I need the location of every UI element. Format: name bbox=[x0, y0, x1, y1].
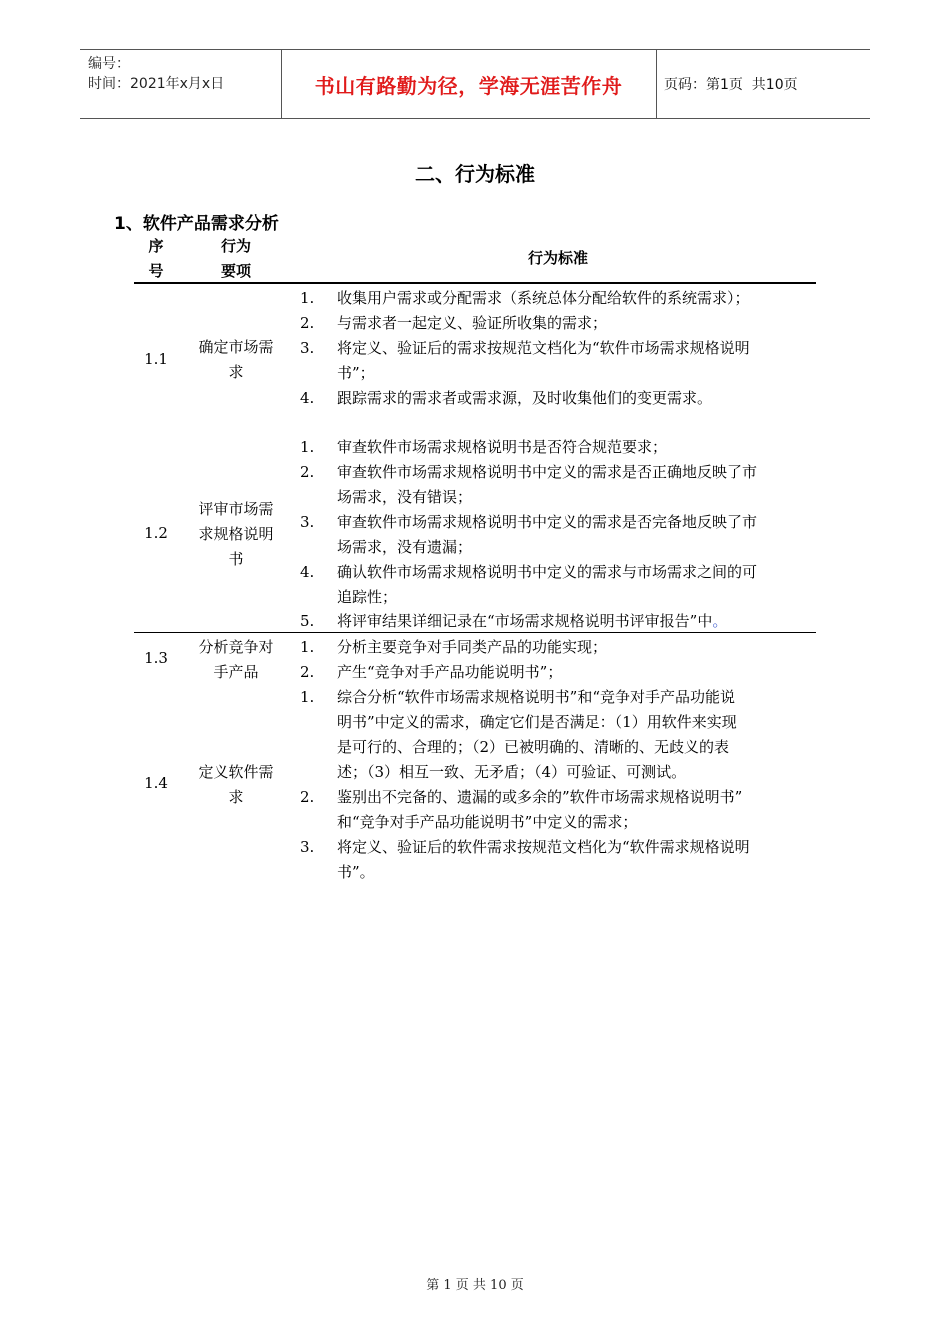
page-header bbox=[80, 49, 870, 119]
col-header-seq-line1: 序 bbox=[148, 237, 164, 255]
list-item bbox=[300, 435, 820, 460]
header-meta bbox=[88, 54, 278, 94]
table-header-rule bbox=[134, 282, 816, 284]
item-text: 将定义、验证后的需求按规范文档化为“软件市场需求规格说明 bbox=[337, 339, 750, 357]
row-behavior-item bbox=[188, 497, 284, 572]
row-behavior-line: 确定市场需 bbox=[198, 338, 274, 356]
item-number: 2. bbox=[300, 314, 315, 332]
row-behavior-line: 求规格说明 bbox=[198, 525, 274, 543]
list-item bbox=[300, 785, 820, 835]
row-behavior-item bbox=[188, 335, 284, 385]
header-motto: 书山有路勤为径，学海无涯苦作舟 bbox=[314, 73, 623, 98]
header-page-info bbox=[664, 50, 798, 118]
item-text: 综合分析“软件市场需求规格说明书”和“竞争对手产品功能说 bbox=[337, 688, 736, 706]
page-footer: 第 1 页 共 10 页 bbox=[426, 1278, 524, 1293]
row-number: 1.3 bbox=[144, 649, 168, 667]
time-label: 时间：2021年x月x日 bbox=[88, 76, 225, 92]
row-number: 1.2 bbox=[144, 524, 168, 542]
list-item bbox=[300, 510, 820, 560]
header-divider bbox=[656, 50, 657, 118]
item-number: 2. bbox=[300, 788, 315, 806]
row-behavior-line: 分析竞争对 bbox=[198, 638, 274, 656]
item-text: 明书”中定义的需求，确定它们是否满足：（1）用软件来实现 bbox=[337, 713, 737, 731]
item-text: 书”； bbox=[337, 364, 375, 382]
item-text: 追踪性； bbox=[337, 588, 398, 606]
item-number: 4. bbox=[300, 563, 315, 581]
row-behavior-line: 书 bbox=[228, 550, 244, 568]
item-number: 5. bbox=[300, 612, 315, 630]
item-text: 分析主要竞争对手同类产品的功能实现； bbox=[337, 638, 608, 656]
item-text-main: 将评审结果详细记录在“市场需求规格说明书评审报告”中 bbox=[337, 612, 713, 630]
item-number: 3. bbox=[300, 513, 315, 531]
serial-label: 编号： bbox=[88, 56, 130, 72]
section-title: 1、软件产品需求分析 bbox=[114, 214, 279, 234]
item-text: 和“竞争对手产品功能说明书”中定义的需求； bbox=[337, 813, 638, 831]
item-number: 1. bbox=[300, 688, 315, 706]
col-header-standard: 行为标准 bbox=[527, 249, 588, 267]
row-number: 1.1 bbox=[144, 350, 168, 368]
item-text: 鉴别出不完备的、遗漏的或多余的”软件市场需求规格说明书” bbox=[337, 788, 743, 806]
item-text: 与需求者一起定义、验证所收集的需求； bbox=[337, 314, 608, 332]
list-item bbox=[300, 660, 820, 685]
col-header-item bbox=[188, 234, 284, 284]
list-item bbox=[300, 336, 820, 386]
item-text-tail: 。 bbox=[712, 612, 728, 630]
list-item bbox=[300, 311, 820, 336]
list-item bbox=[300, 560, 820, 610]
list-item bbox=[300, 609, 820, 634]
list-item bbox=[300, 685, 820, 785]
item-text: 场需求，没有遗漏； bbox=[337, 538, 473, 556]
item-number: 2. bbox=[300, 463, 315, 481]
list-item bbox=[300, 635, 820, 660]
item-text: 确认软件市场需求规格说明书中定义的需求与市场需求之间的可 bbox=[337, 563, 758, 581]
list-item bbox=[300, 460, 820, 510]
item-number: 3. bbox=[300, 838, 315, 856]
page-info-text: 页码：第1页 共10页 bbox=[664, 77, 798, 93]
item-text: 述；（3）相互一致、无矛盾；（4）可验证、可测试。 bbox=[337, 763, 687, 781]
col-header-item-line1: 行为 bbox=[220, 237, 251, 255]
row-behavior-line: 评审市场需 bbox=[198, 500, 274, 518]
list-item bbox=[300, 835, 820, 885]
row-number: 1.4 bbox=[144, 774, 168, 792]
col-header-item-line2: 要项 bbox=[220, 262, 251, 280]
item-text: 将定义、验证后的软件需求按规范文档化为“软件需求规格说明 bbox=[337, 838, 750, 856]
row-behavior-item bbox=[188, 760, 284, 810]
item-text: 审查软件市场需求规格说明书中定义的需求是否完备地反映了市 bbox=[337, 513, 758, 531]
item-text: 审查软件市场需求规格说明书是否符合规范要求； bbox=[337, 438, 668, 456]
row-behavior-line: 求 bbox=[228, 363, 244, 381]
item-text: 书”。 bbox=[337, 863, 375, 881]
item-text: 跟踪需求的需求者或需求源，及时收集他们的变更需求。 bbox=[337, 389, 713, 407]
list-item bbox=[300, 286, 820, 311]
row-behavior-line: 求 bbox=[228, 788, 244, 806]
item-text: 收集用户需求或分配需求（系统总体分配给软件的系统需求）； bbox=[337, 289, 750, 307]
item-number: 1. bbox=[300, 289, 315, 307]
item-text: 审查软件市场需求规格说明书中定义的需求是否正确地反映了市 bbox=[337, 463, 758, 481]
item-number: 1. bbox=[300, 638, 315, 656]
item-number: 1. bbox=[300, 438, 315, 456]
col-header-seq bbox=[134, 234, 178, 284]
item-text: 产生“竞争对手产品功能说明书”； bbox=[337, 663, 563, 681]
item-number: 2. bbox=[300, 663, 315, 681]
list-item bbox=[300, 386, 820, 411]
col-header-seq-line2: 号 bbox=[148, 262, 164, 280]
row-behavior-item bbox=[188, 635, 284, 685]
page-title: 二、行为标准 bbox=[415, 162, 535, 186]
item-number: 4. bbox=[300, 389, 315, 407]
item-text: 是可行的、合理的；（2）已被明确的、清晰的、无歧义的表 bbox=[337, 738, 730, 756]
item-text bbox=[337, 609, 820, 634]
row-behavior-line: 定义软件需 bbox=[198, 763, 274, 781]
item-number: 3. bbox=[300, 339, 315, 357]
item-text: 场需求，没有错误； bbox=[337, 488, 473, 506]
row-behavior-line: 手产品 bbox=[213, 663, 259, 681]
